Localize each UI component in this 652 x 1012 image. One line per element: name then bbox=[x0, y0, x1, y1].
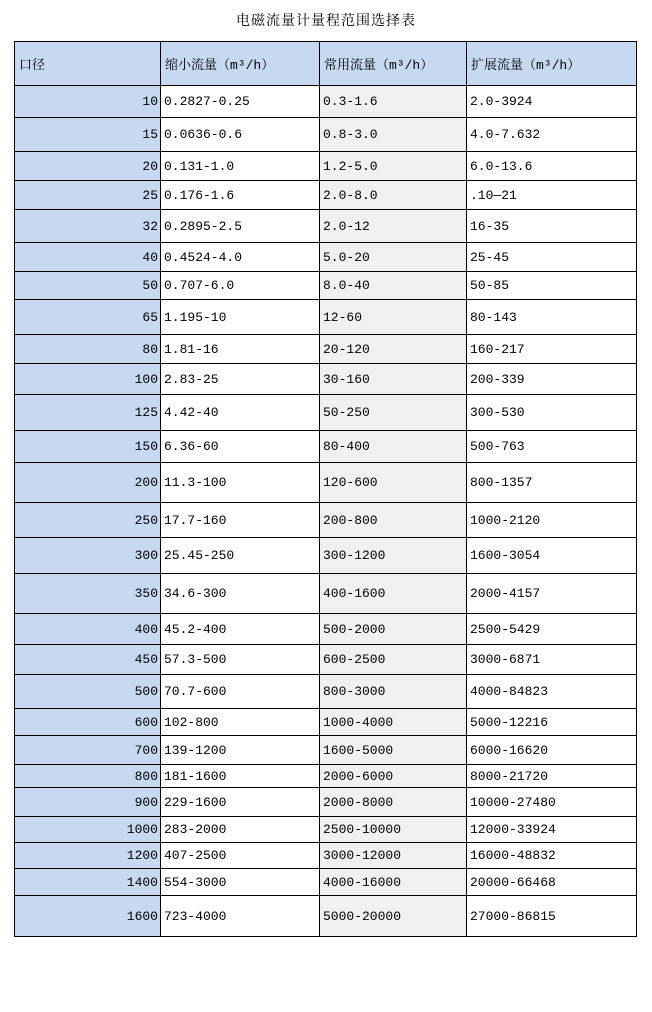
cell-reduced-flow: 6.36-60 bbox=[161, 431, 320, 463]
cell-extended-flow: 8000-21720 bbox=[467, 765, 637, 788]
table-row bbox=[15, 645, 637, 675]
cell-common-flow: 2500-10000 bbox=[320, 817, 467, 843]
table-row bbox=[15, 210, 637, 243]
cell-diameter: 1400 bbox=[15, 869, 161, 896]
cell-extended-flow: 2500-5429 bbox=[467, 614, 637, 645]
cell-reduced-flow: 57.3-500 bbox=[161, 645, 320, 675]
table-row bbox=[15, 736, 637, 765]
cell-diameter: 10 bbox=[15, 86, 161, 118]
cell-common-flow: 2000-6000 bbox=[320, 765, 467, 788]
cell-common-flow: 600-2500 bbox=[320, 645, 467, 675]
page-title: 电磁流量计量程范围选择表 bbox=[236, 12, 416, 28]
cell-reduced-flow: 723-4000 bbox=[161, 896, 320, 937]
cell-reduced-flow: 25.45-250 bbox=[161, 538, 320, 574]
cell-diameter: 80 bbox=[15, 335, 161, 364]
cell-common-flow: 0.8-3.0 bbox=[320, 118, 467, 152]
column-header-extended-flow: 扩展流量（m³/h） bbox=[467, 42, 637, 86]
cell-common-flow: 80-400 bbox=[320, 431, 467, 463]
cell-diameter: 700 bbox=[15, 736, 161, 765]
table-row bbox=[15, 243, 637, 272]
cell-common-flow: 2000-8000 bbox=[320, 788, 467, 817]
cell-common-flow: 500-2000 bbox=[320, 614, 467, 645]
cell-common-flow: 0.3-1.6 bbox=[320, 86, 467, 118]
cell-reduced-flow: 34.6-300 bbox=[161, 574, 320, 614]
cell-reduced-flow: 4.42-40 bbox=[161, 395, 320, 431]
cell-common-flow: 50-250 bbox=[320, 395, 467, 431]
cell-reduced-flow: 229-1600 bbox=[161, 788, 320, 817]
cell-extended-flow: 4000-84823 bbox=[467, 675, 637, 709]
cell-extended-flow: 800-1357 bbox=[467, 463, 637, 503]
cell-extended-flow: 160-217 bbox=[467, 335, 637, 364]
cell-common-flow: 120-600 bbox=[320, 463, 467, 503]
table-row bbox=[15, 675, 637, 709]
table-row bbox=[15, 896, 637, 937]
cell-common-flow: 4000-16000 bbox=[320, 869, 467, 896]
cell-common-flow: 300-1200 bbox=[320, 538, 467, 574]
table-row bbox=[15, 181, 637, 210]
cell-reduced-flow: 70.7-600 bbox=[161, 675, 320, 709]
cell-diameter: 50 bbox=[15, 272, 161, 300]
table-row bbox=[15, 335, 637, 364]
table-header bbox=[15, 42, 637, 86]
cell-common-flow: 8.0-40 bbox=[320, 272, 467, 300]
table-row bbox=[15, 817, 637, 843]
cell-diameter: 200 bbox=[15, 463, 161, 503]
cell-diameter: 100 bbox=[15, 364, 161, 395]
cell-diameter: 500 bbox=[15, 675, 161, 709]
table-row bbox=[15, 152, 637, 181]
cell-common-flow: 5.0-20 bbox=[320, 243, 467, 272]
cell-diameter: 250 bbox=[15, 503, 161, 538]
column-header-diameter: 口径 bbox=[15, 42, 161, 86]
cell-reduced-flow: 102-800 bbox=[161, 709, 320, 736]
cell-diameter: 150 bbox=[15, 431, 161, 463]
flow-range-table bbox=[14, 41, 637, 937]
cell-reduced-flow: 0.131-1.0 bbox=[161, 152, 320, 181]
cell-reduced-flow: 45.2-400 bbox=[161, 614, 320, 645]
table-row bbox=[15, 118, 637, 152]
cell-common-flow: 800-3000 bbox=[320, 675, 467, 709]
cell-extended-flow: 10000-27480 bbox=[467, 788, 637, 817]
cell-diameter: 300 bbox=[15, 538, 161, 574]
table-row bbox=[15, 709, 637, 736]
cell-diameter: 1600 bbox=[15, 896, 161, 937]
cell-diameter: 20 bbox=[15, 152, 161, 181]
cell-reduced-flow: 1.195-10 bbox=[161, 300, 320, 335]
cell-diameter: 32 bbox=[15, 210, 161, 243]
cell-diameter: 1000 bbox=[15, 817, 161, 843]
cell-extended-flow: 27000-86815 bbox=[467, 896, 637, 937]
cell-common-flow: 1600-5000 bbox=[320, 736, 467, 765]
table-row bbox=[15, 788, 637, 817]
cell-diameter: 600 bbox=[15, 709, 161, 736]
cell-diameter: 1200 bbox=[15, 843, 161, 869]
cell-reduced-flow: 283-2000 bbox=[161, 817, 320, 843]
cell-diameter: 450 bbox=[15, 645, 161, 675]
cell-reduced-flow: 1.81-16 bbox=[161, 335, 320, 364]
header-row bbox=[15, 42, 637, 86]
cell-reduced-flow: 0.176-1.6 bbox=[161, 181, 320, 210]
cell-diameter: 40 bbox=[15, 243, 161, 272]
cell-extended-flow: 25-45 bbox=[467, 243, 637, 272]
cell-diameter: 350 bbox=[15, 574, 161, 614]
cell-extended-flow: 2.0-3924 bbox=[467, 86, 637, 118]
cell-extended-flow: 200-339 bbox=[467, 364, 637, 395]
cell-common-flow: 5000-20000 bbox=[320, 896, 467, 937]
cell-reduced-flow: 554-3000 bbox=[161, 869, 320, 896]
cell-common-flow: 20-120 bbox=[320, 335, 467, 364]
table-row bbox=[15, 86, 637, 118]
cell-diameter: 900 bbox=[15, 788, 161, 817]
cell-diameter: 400 bbox=[15, 614, 161, 645]
cell-extended-flow: .10—21 bbox=[467, 181, 637, 210]
cell-reduced-flow: 0.0636-0.6 bbox=[161, 118, 320, 152]
cell-extended-flow: 20000-66468 bbox=[467, 869, 637, 896]
column-header-common-flow: 常用流量（m³/h） bbox=[320, 42, 467, 86]
cell-diameter: 15 bbox=[15, 118, 161, 152]
cell-extended-flow: 16000-48832 bbox=[467, 843, 637, 869]
cell-diameter: 65 bbox=[15, 300, 161, 335]
cell-extended-flow: 16-35 bbox=[467, 210, 637, 243]
cell-reduced-flow: 0.2895-2.5 bbox=[161, 210, 320, 243]
table-row bbox=[15, 463, 637, 503]
table-row bbox=[15, 300, 637, 335]
cell-extended-flow: 6000-16620 bbox=[467, 736, 637, 765]
cell-common-flow: 3000-12000 bbox=[320, 843, 467, 869]
cell-extended-flow: 12000-33924 bbox=[467, 817, 637, 843]
cell-diameter: 125 bbox=[15, 395, 161, 431]
cell-common-flow: 30-160 bbox=[320, 364, 467, 395]
cell-common-flow: 1.2-5.0 bbox=[320, 152, 467, 181]
table-row bbox=[15, 538, 637, 574]
cell-reduced-flow: 17.7-160 bbox=[161, 503, 320, 538]
cell-extended-flow: 500-763 bbox=[467, 431, 637, 463]
cell-extended-flow: 300-530 bbox=[467, 395, 637, 431]
table-row bbox=[15, 614, 637, 645]
table-row bbox=[15, 574, 637, 614]
cell-common-flow: 400-1600 bbox=[320, 574, 467, 614]
cell-extended-flow: 80-143 bbox=[467, 300, 637, 335]
cell-extended-flow: 50-85 bbox=[467, 272, 637, 300]
cell-diameter: 800 bbox=[15, 765, 161, 788]
column-header-reduced-flow: 缩小流量（m³/h） bbox=[161, 42, 320, 86]
cell-common-flow: 2.0-12 bbox=[320, 210, 467, 243]
cell-reduced-flow: 2.83-25 bbox=[161, 364, 320, 395]
cell-reduced-flow: 0.707-6.0 bbox=[161, 272, 320, 300]
table-row bbox=[15, 272, 637, 300]
cell-extended-flow: 1600-3054 bbox=[467, 538, 637, 574]
table-row bbox=[15, 503, 637, 538]
cell-reduced-flow: 407-2500 bbox=[161, 843, 320, 869]
cell-extended-flow: 4.0-7.632 bbox=[467, 118, 637, 152]
cell-extended-flow: 5000-12216 bbox=[467, 709, 637, 736]
table-row bbox=[15, 364, 637, 395]
cell-common-flow: 2.0-8.0 bbox=[320, 181, 467, 210]
cell-reduced-flow: 11.3-100 bbox=[161, 463, 320, 503]
cell-extended-flow: 3000-6871 bbox=[467, 645, 637, 675]
table-row bbox=[15, 395, 637, 431]
cell-extended-flow: 2000-4157 bbox=[467, 574, 637, 614]
cell-common-flow: 200-800 bbox=[320, 503, 467, 538]
cell-reduced-flow: 181-1600 bbox=[161, 765, 320, 788]
table-body bbox=[15, 86, 637, 937]
table-row bbox=[15, 843, 637, 869]
table-row bbox=[15, 431, 637, 463]
cell-extended-flow: 1000-2120 bbox=[467, 503, 637, 538]
cell-extended-flow: 6.0-13.6 bbox=[467, 152, 637, 181]
table-row bbox=[15, 869, 637, 896]
table-row bbox=[15, 765, 637, 788]
cell-reduced-flow: 0.4524-4.0 bbox=[161, 243, 320, 272]
cell-reduced-flow: 0.2827-0.25 bbox=[161, 86, 320, 118]
cell-reduced-flow: 139-1200 bbox=[161, 736, 320, 765]
cell-diameter: 25 bbox=[15, 181, 161, 210]
cell-common-flow: 12-60 bbox=[320, 300, 467, 335]
cell-common-flow: 1000-4000 bbox=[320, 709, 467, 736]
